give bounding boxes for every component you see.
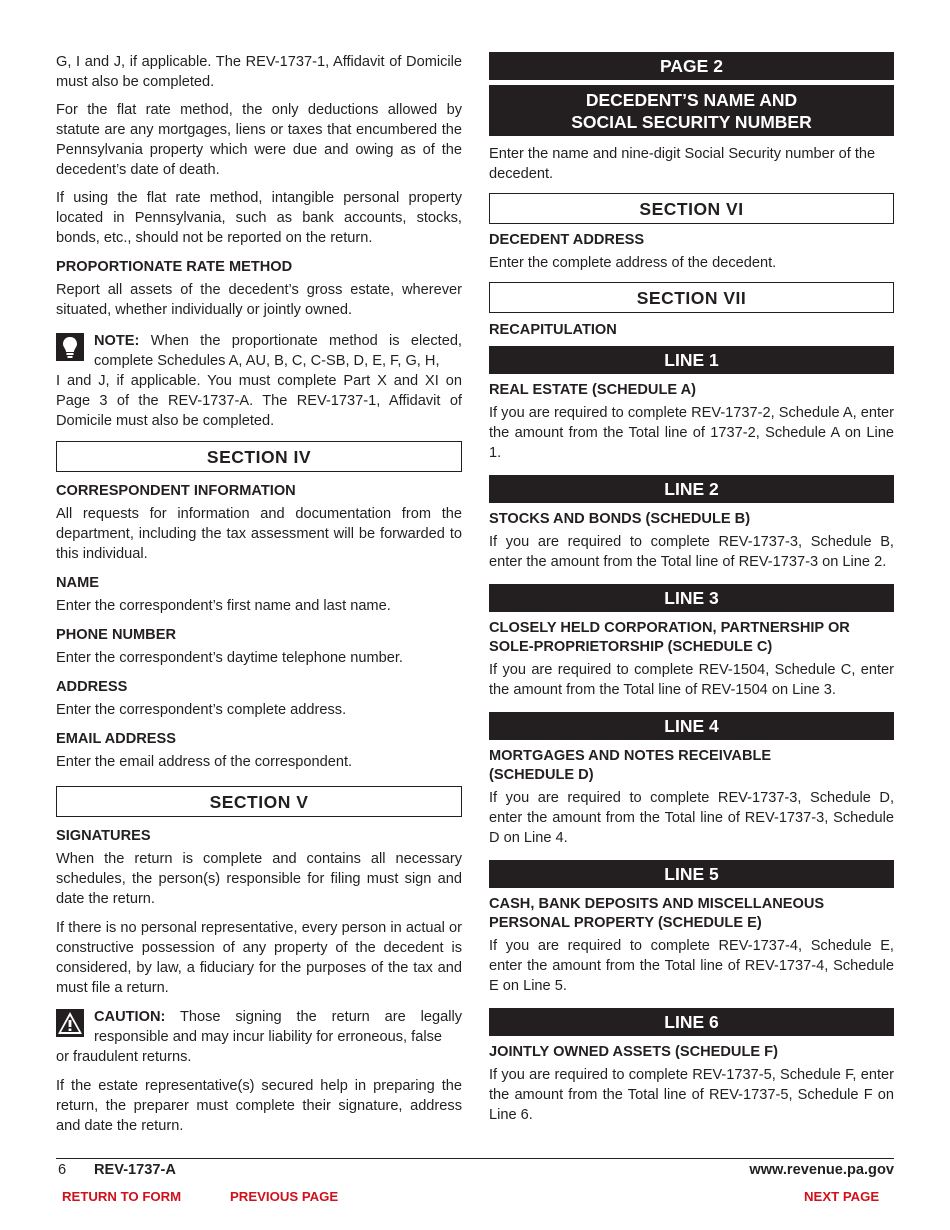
section-vii-heading: SECTION VII: [489, 282, 894, 313]
proportionate-heading: PROPORTIONATE RATE METHOD: [56, 259, 293, 275]
line-2-bar: LINE 2: [489, 475, 894, 503]
phone-text: Enter the correspondent’s daytime telephone number.: [56, 650, 403, 666]
line-3-bar: LINE 3: [489, 584, 894, 612]
signatures-text: When the return is complete and contains all necessary schedules, the person(s) responsible for filing must sign and date the return.: [56, 851, 462, 907]
decedent-address-heading: DECEDENT ADDRESS: [489, 232, 645, 248]
line-5-bar: LINE 5: [489, 860, 894, 888]
decedent-address-text: Enter the complete address of the decedent.: [489, 255, 777, 271]
flat-rate-deductions: For the flat rate method, the only deductions allowed by statute are any mortgages, liens or taxes that encumbered the Pennsylvania property which were due and owing as of the decedent’s date of death.: [56, 102, 462, 178]
note-rest: I and J, if applicable. You must complete Part X and XI on Page 3 of the REV-1737-A. The REV-1737-1, Affidavit of Domicile must also be completed.: [56, 373, 462, 429]
recapitulation-heading: RECAPITULATION: [489, 322, 617, 338]
line-2-block: [489, 475, 894, 572]
line-5-heading: CASH, BANK DEPOSITS AND MISCELLANEOUS: [489, 896, 825, 912]
next-page-link[interactable]: NEXT PAGE: [804, 1189, 880, 1204]
fiduciary-text: If there is no personal representative, every person in actual or constructive possession of any property of the decedent is considered, by law, a fiduciary for the purposes of the tax and must file a return.: [56, 920, 462, 996]
note-callout: [56, 331, 462, 431]
line-1-block: [489, 346, 894, 463]
note-lead-text: When the proportionate method is elected, complete Schedules A, AU, B, C, C-SB, D, E, F, G, H,: [94, 333, 462, 369]
flat-rate-continued: G, I and J, if applicable. The REV-1737-1, Affidavit of Domicile must also be completed.: [56, 54, 462, 90]
website-url: www.revenue.pa.gov: [749, 1162, 894, 1178]
line-1-bar: LINE 1: [489, 346, 894, 374]
phone-heading: PHONE NUMBER: [56, 627, 176, 643]
line-4-heading: MORTGAGES AND NOTES RECEIVABLE: [489, 748, 772, 764]
proportionate-text: Report all assets of the decedent’s gross estate, wherever situated, whether individually or jointly owned.: [56, 282, 462, 318]
return-to-form-link[interactable]: RETURN TO FORM: [62, 1189, 182, 1204]
right-column: [489, 52, 894, 1125]
caution-callout: [56, 1007, 462, 1067]
line-3-heading-2: SOLE-PROPRIETORSHIP (SCHEDULE C): [489, 639, 773, 655]
section-v-heading: SECTION V: [56, 786, 462, 817]
line-5-text: If you are required to complete REV-1737-4, Schedule E, enter the amount from the Total line of REV-1737-4, Schedule E on Line 5.: [489, 938, 894, 994]
address-text: Enter the correspondent’s complete address.: [56, 702, 347, 718]
line-4-block: [489, 712, 894, 848]
correspondent-text: All requests for information and documentation from the department, including the tax assessment will be forwarded to this individual.: [56, 506, 462, 562]
page-number: 6: [58, 1162, 67, 1178]
line-6-bar: LINE 6: [489, 1008, 894, 1036]
name-heading: NAME: [56, 575, 99, 591]
form-id: REV-1737-A: [94, 1162, 176, 1178]
caution-label: CAUTION:: [94, 1009, 166, 1025]
line-5-heading-2: PERSONAL PROPERTY (SCHEDULE E): [489, 915, 762, 931]
line-2-text: If you are required to complete REV-1737-3, Schedule B, enter the amount from the Total line of REV-1737-3 on Line 2.: [489, 534, 894, 570]
section-vi-heading: SECTION VI: [489, 193, 894, 224]
line-3-text: If you are required to complete REV-1504, Schedule C, enter the amount from the Total line of REV-1504 on Line 3.: [489, 662, 894, 698]
line-3-block: [489, 584, 894, 700]
line-1-text: If you are required to complete REV-1737-2, Schedule A, enter the amount from the Total line of 1737-2, Schedule A on Line 1.: [489, 405, 894, 461]
address-heading: ADDRESS: [56, 679, 128, 695]
flat-rate-intangible: If using the flat rate method, intangible personal property located in Pennsylvania, such as bank accounts, stocks, bonds, etc., should not be reported on the return.: [56, 190, 462, 246]
line-1-heading: REAL ESTATE (SCHEDULE A): [489, 382, 697, 398]
decedent-name-bar-line-2: SOCIAL SECURITY NUMBER: [571, 112, 812, 132]
lightbulb-icon: [56, 333, 84, 361]
line-4-bar: LINE 4: [489, 712, 894, 740]
preparer-text: If the estate representative(s) secured help in preparing the return, the preparer must complete their signature, address and date the return.: [56, 1078, 462, 1134]
caution-rest: or fraudulent returns.: [56, 1049, 192, 1065]
email-heading: EMAIL ADDRESS: [56, 731, 177, 747]
line-4-heading-2: (SCHEDULE D): [489, 767, 594, 783]
correspondent-heading: CORRESPONDENT INFORMATION: [56, 483, 296, 499]
line-6-block: [489, 1008, 894, 1125]
note-lead: [56, 331, 462, 371]
left-column: [56, 52, 462, 1136]
email-text: Enter the email address of the correspondent.: [56, 754, 353, 770]
name-text: Enter the correspondent’s first name and last name.: [56, 598, 391, 614]
line-2-heading: STOCKS AND BONDS (SCHEDULE B): [489, 511, 751, 527]
line-6-heading: JOINTLY OWNED ASSETS (SCHEDULE F): [489, 1044, 778, 1060]
warning-triangle-icon: [56, 1009, 84, 1037]
signatures-heading: SIGNATURES: [56, 828, 151, 844]
previous-page-link[interactable]: PREVIOUS PAGE: [230, 1189, 339, 1204]
footer-rule: [56, 1158, 894, 1159]
line-3-heading: CLOSELY HELD CORPORATION, PARTNERSHIP OR: [489, 620, 850, 636]
note-label: NOTE:: [94, 333, 140, 349]
decedent-name-bar-line-1: DECEDENT’S NAME AND: [585, 90, 798, 110]
decedent-name-text: Enter the name and nine-digit Social Security number of the decedent.: [489, 146, 876, 182]
section-iv-heading: SECTION IV: [56, 441, 462, 472]
line-6-text: If you are required to complete REV-1737-5, Schedule F, enter the amount from the Total line of REV-1737-5, Schedule F on Line 6.: [489, 1067, 894, 1123]
decedent-name-bar: [489, 85, 894, 136]
line-4-text: If you are required to complete REV-1737-3, Schedule D, enter the amount from the Total line of REV-1737-3, Schedule D on Line 4.: [489, 790, 894, 846]
line-5-block: [489, 860, 894, 996]
caution-lead-text: Those signing the return are legally responsible and may incur liability for erroneous, false: [94, 1009, 462, 1045]
caution-lead: [56, 1007, 462, 1047]
page-2-bar: PAGE 2: [489, 52, 894, 80]
